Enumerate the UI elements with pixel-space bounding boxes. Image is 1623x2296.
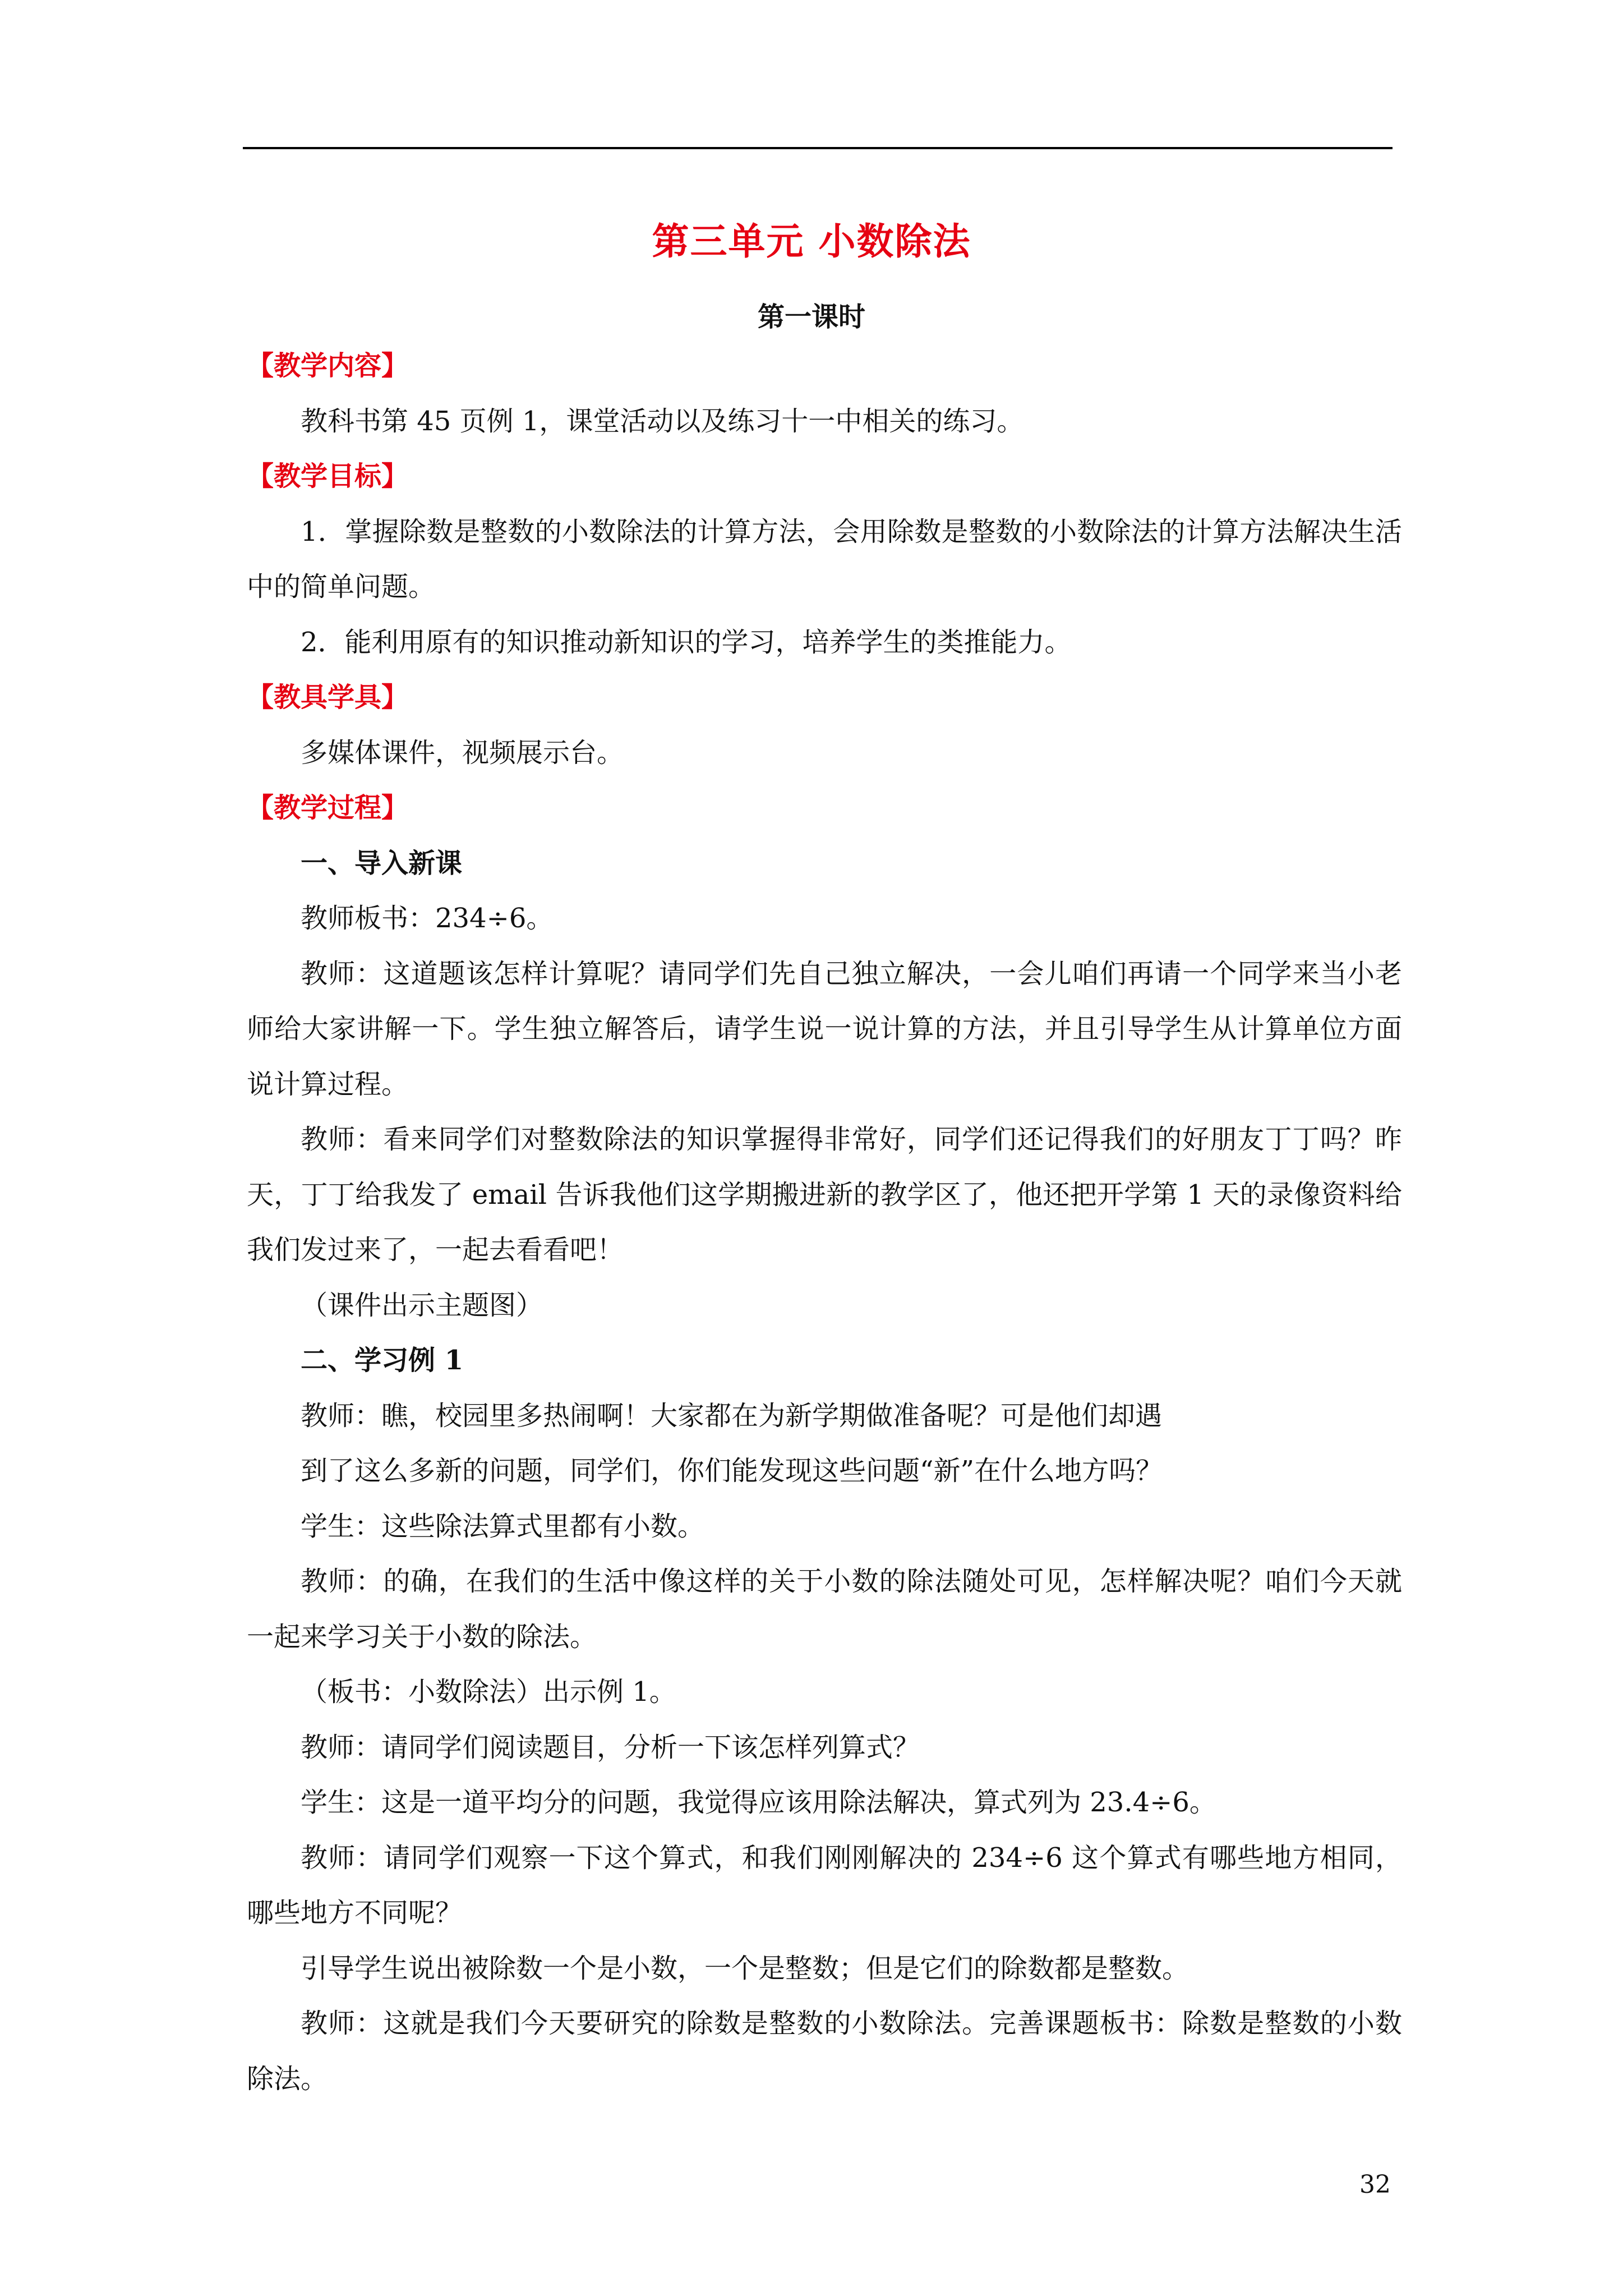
paragraph: 教师：这道题该怎样计算呢？请同学们先自己独立解决，一会儿咱们再请一个同学来当小老师给大家讲解一下。学生独立解答后，请学生说一说计算的方法，并且引导学生从计算单位方面说计算过程。 [247, 958, 1402, 1100]
section-heading-process: 【教学过程】 [247, 792, 409, 823]
paragraph: （课件出示主题图） [301, 1289, 543, 1321]
document-body [247, 338, 1402, 2106]
paragraph: 学生：这些除法算式里都有小数。 [301, 1510, 705, 1542]
paragraph: 到了这么多新的问题，同学们，你们能发现这些问题“新”在什么地方吗？ [301, 1455, 1163, 1487]
section-heading-goals: 【教学目标】 [247, 461, 409, 492]
subsection-heading: 一、导入新课 [301, 847, 463, 879]
lesson-subtitle: 第一课时 [757, 301, 865, 333]
paragraph: 教师：这就是我们今天要研究的除数是整数的小数除法。完善课题板书：除数是整数的小数除法。 [247, 2008, 1402, 2095]
header-rule [243, 147, 1393, 149]
page-number: 32 [1359, 2170, 1391, 2199]
goal-item: 1．掌握除数是整数的小数除法的计算方法，会用除数是整数的小数除法的计算方法解决生活中的简单问题。 [247, 516, 1402, 602]
paragraph: 教师：瞧，校园里多热闹啊！大家都在为新学期做准备呢？可是他们却遇 [301, 1400, 1163, 1432]
paragraph: 教师板书：234÷6。 [301, 903, 554, 934]
section-heading-content: 【教学内容】 [247, 350, 409, 381]
paragraph: 引导学生说出被除数一个是小数，一个是整数；但是它们的除数都是整数。 [301, 1952, 1189, 1984]
paragraph: 教师：请同学们阅读题目，分析一下该怎样列算式？ [301, 1731, 920, 1763]
paragraph: 教师：请同学们观察一下这个算式，和我们刚刚解决的 234÷6 这个算式有哪些地方相同，哪些地方不同呢？ [247, 1842, 1402, 1929]
goal-item: 2．能利用原有的知识推动新知识的学习，培养学生的类推能力。 [301, 626, 1072, 658]
subsection-heading: 二、学习例 1 [301, 1345, 464, 1376]
section-heading-tools: 【教具学具】 [247, 682, 409, 713]
paragraph: 学生：这是一道平均分的问题，我觉得应该用除法解决，算式列为 23.4÷6。 [301, 1787, 1216, 1818]
paragraph: 多媒体课件，视频展示台。 [301, 737, 624, 769]
paragraph: 教科书第 45 页例 1，课堂活动以及练习十一中相关的练习。 [301, 405, 1024, 437]
paragraph: 教师：看来同学们对整数除法的知识掌握得非常好，同学们还记得我们的好朋友丁丁吗？昨天，丁丁给我发了 email 告诉我他们这学期搬进新的教学区了，他还把开学第 1 天的录像资料给我们发过来了，一起去看看吧！ [247, 1124, 1402, 1266]
unit-title: 第三单元 小数除法 [652, 219, 971, 263]
paragraph: （板书：小数除法）出示例 1。 [301, 1676, 676, 1708]
paragraph: 教师：的确，在我们的生活中像这样的关于小数的除法随处可见，怎样解决呢？咱们今天就一起来学习关于小数的除法。 [247, 1566, 1402, 1653]
